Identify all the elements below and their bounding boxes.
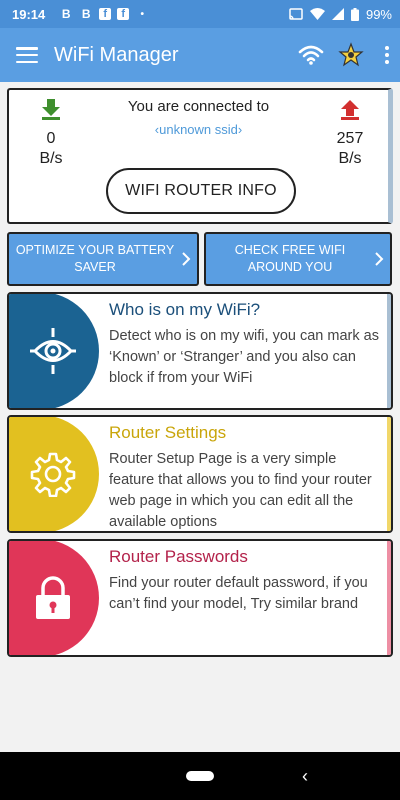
gear-icon [30,451,76,497]
app-bar [0,28,400,82]
chevron-right-icon [175,252,197,266]
eye-target-icon [28,326,78,376]
notification-b-icon: B [61,7,71,21]
notification-b-icon: B [81,7,91,21]
connection-status-text: You are connected to [127,98,270,115]
card-accent [387,541,391,655]
check-free-wifi-label: CHECK FREE WIFI AROUND YOU [234,243,346,274]
who-is-on-my-wifi-card[interactable] [7,292,393,410]
router-settings-card[interactable] [7,415,393,533]
feature-icon-badge [7,415,99,533]
download-unit: B/s [39,150,63,167]
feature-icon-badge [7,292,99,410]
cast-icon [289,8,303,20]
upload-speed [320,98,380,169]
lock-icon [33,575,73,621]
menu-icon[interactable] [16,47,38,63]
wifi-signal-icon [310,8,325,20]
battery-percent: 99% [365,6,392,22]
status-bar [0,0,400,28]
optimize-battery-button[interactable] [7,232,199,286]
home-pill[interactable] [186,771,214,781]
wifi-icon[interactable] [298,45,324,65]
router-passwords-card[interactable] [7,539,393,657]
star-badge-icon[interactable] [338,42,364,68]
more-notifications-dot: • [140,8,144,20]
feature-title: Router Passwords [109,547,248,566]
wifi-router-info-button[interactable]: WIFI ROUTER INFO [106,168,296,214]
upload-unit: B/s [338,150,362,167]
feature-title: Who is on my WiFi? [109,300,261,319]
connection-card [7,88,393,224]
feature-description: Detect who is on my wifi, you can mark as ‘Known’ or ‘Stranger’ and you also can block if from your WiFi [109,328,379,386]
feature-description: Router Setup Page is a very simple feature that allows you to find your router web page in which you can edit all the available options [109,451,372,530]
upload-value: 257 [336,130,364,147]
status-time: 19:14 [12,6,46,22]
feature-icon-badge [7,539,99,657]
card-accent [387,417,391,531]
feature-description: Find your router default password, if you can’t find your model, Try similar brand [109,575,368,612]
battery-icon [351,8,359,21]
card-accent [387,294,391,408]
chevron-right-icon [368,252,390,266]
upload-arrow-icon [339,98,361,120]
app-title: WiFi Manager [54,43,179,66]
facebook-icon: f [117,8,129,20]
system-nav-bar [0,752,400,800]
check-free-wifi-button[interactable] [204,232,392,286]
feature-title: Router Settings [109,423,227,442]
facebook-icon: f [99,8,111,20]
cell-signal-icon [332,8,344,20]
notification-icons [59,8,149,21]
back-icon[interactable]: ‹ [302,766,308,786]
download-value: 0 [46,130,56,147]
ssid-label: ‹unknown ssid› [154,122,243,137]
more-vert-icon[interactable] [384,46,390,64]
optimize-battery-label: OPTIMIZE YOUR BATTERY SAVER [15,243,175,274]
